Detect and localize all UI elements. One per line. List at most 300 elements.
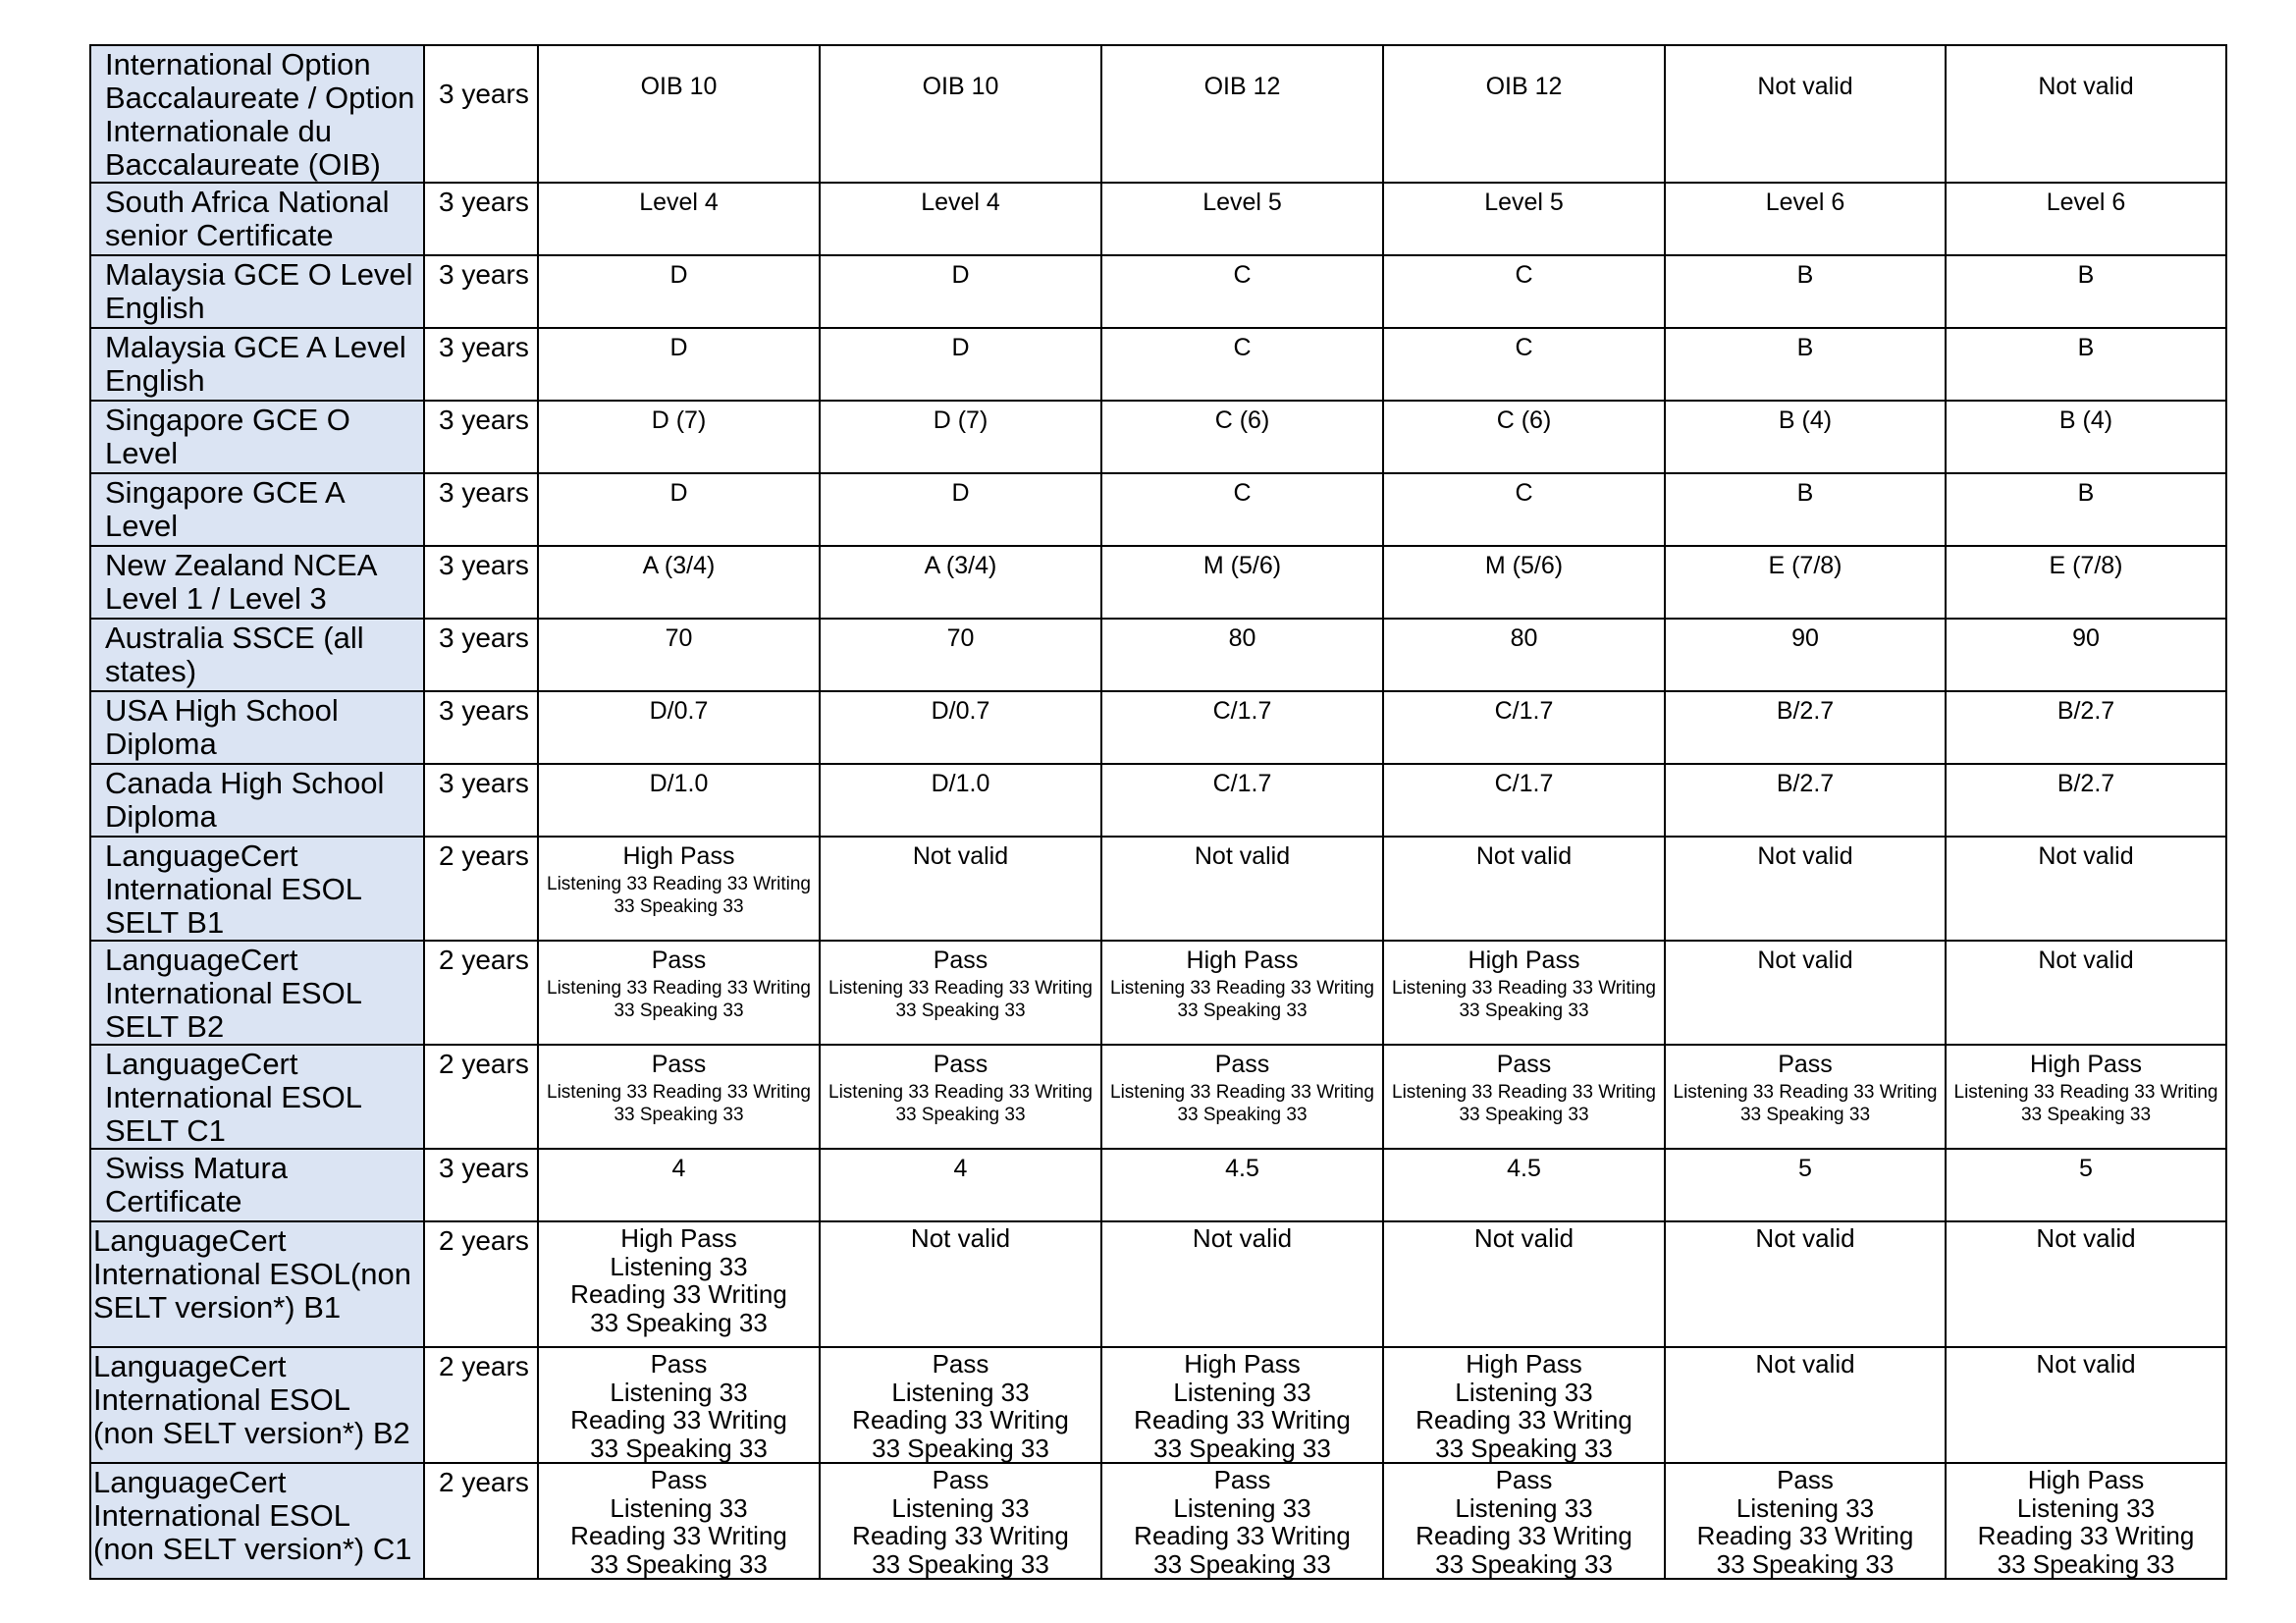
grade-result: C (1515, 261, 1533, 289)
grade-cell (1383, 473, 1665, 546)
grade-result: Pass (933, 1051, 988, 1078)
grade-result: Pass (1496, 1051, 1552, 1078)
grade-score-line: 33 Speaking 33 (1153, 1548, 1331, 1579)
grade-cell (1383, 1149, 1665, 1221)
grade-result: 5 (1798, 1155, 1812, 1182)
grade-result: 70 (665, 624, 693, 652)
grade-result: Level 4 (921, 189, 1000, 216)
grade-cell (1946, 45, 2226, 183)
grade-cell (820, 1221, 1101, 1347)
grade-cell (1946, 328, 2226, 401)
table-row (90, 473, 2226, 546)
qualification-cell: LanguageCert International ESOL (non SELT version*) C1 (90, 1463, 424, 1579)
grade-score-line: Listening 33 (1455, 1492, 1593, 1523)
grade-score-line: Reading 33 Writing (570, 1521, 787, 1550)
grade-score-line: 33 Speaking 33 (590, 1433, 768, 1463)
grade-result: OIB 12 (1485, 73, 1563, 100)
qualification-cell: LanguageCert International ESOL(non SELT version*) B1 (90, 1221, 424, 1347)
grade-cell (820, 1347, 1101, 1463)
grade-cell (1101, 1347, 1383, 1463)
grade-cell (1946, 1045, 2226, 1149)
grade-result: Not valid (912, 842, 1009, 870)
grade-result: 90 (1791, 624, 1819, 652)
grade-subscores: Listening 33 Reading 33 Writing 33 Speaking 33 (547, 978, 811, 1021)
grade-result: D/0.7 (649, 697, 709, 725)
grade-cell (538, 1149, 820, 1221)
grade-score-line: Reading 33 Writing (1415, 1405, 1632, 1434)
grade-result: Level 6 (1765, 189, 1845, 216)
grade-cell (538, 837, 820, 941)
grade-cell (820, 328, 1101, 401)
validity-years-cell: 2 years (424, 1463, 538, 1579)
grade-cell (1946, 255, 2226, 328)
grade-cell (1665, 764, 1946, 837)
grade-result: OIB 10 (640, 73, 718, 100)
grade-subscores: Listening 33 Reading 33 Writing 33 Speaking 33 (828, 978, 1093, 1021)
grade-result: C/1.7 (1494, 770, 1554, 797)
validity-years-cell: 2 years (424, 941, 538, 1045)
grade-score-line: Reading 33 Writing (1134, 1405, 1351, 1434)
grade-result: Pass (1214, 1051, 1270, 1078)
grade-result: Pass (932, 1465, 989, 1494)
grade-cell (1101, 941, 1383, 1045)
grade-result: 90 (2072, 624, 2100, 652)
grade-subscores: Listening 33 Reading 33 Writing 33 Speaking 33 (1110, 1082, 1374, 1125)
grade-result: OIB 10 (922, 73, 999, 100)
grade-result: Not valid (1757, 842, 1853, 870)
grade-cell (820, 546, 1101, 619)
grade-cell (538, 1463, 820, 1579)
validity-years-cell: 3 years (424, 764, 538, 837)
grade-cell (1665, 401, 1946, 473)
grade-cell (1946, 764, 2226, 837)
grade-result: D (669, 261, 688, 289)
grade-cell (1946, 1149, 2226, 1221)
grade-cell (538, 328, 820, 401)
grade-result: C/1.7 (1212, 697, 1272, 725)
grade-cell (1101, 328, 1383, 401)
grade-cell (538, 1045, 820, 1149)
table-row (90, 941, 2226, 1045)
grade-score-line: Listening 33 (1173, 1377, 1311, 1407)
grade-result: High Pass (1186, 947, 1299, 974)
grade-result: D/0.7 (931, 697, 990, 725)
grade-cell (1946, 1221, 2226, 1347)
qualification-cell: International Option Baccalaureate / Option Internationale du Baccalaureate (OIB) (90, 45, 424, 183)
qualification-cell: Singapore GCE A Level (90, 473, 424, 546)
grade-cell (820, 1463, 1101, 1579)
grade-result: Pass (933, 947, 988, 974)
grade-score-line: Listening 33 (610, 1492, 748, 1523)
grade-score-line: Listening 33 (891, 1377, 1030, 1407)
grade-cell (1383, 941, 1665, 1045)
table-row (90, 183, 2226, 255)
qualification-cell: LanguageCert International ESOL SELT C1 (90, 1045, 424, 1149)
grade-result: D/1.0 (931, 770, 990, 797)
grade-cell (820, 764, 1101, 837)
qualification-cell: Singapore GCE O Level (90, 401, 424, 473)
qualification-cell: LanguageCert International ESOL SELT B2 (90, 941, 424, 1045)
table-row (90, 546, 2226, 619)
grade-cell (1946, 546, 2226, 619)
grade-cell (820, 255, 1101, 328)
grade-cell (1383, 691, 1665, 764)
grade-result: C (1233, 479, 1252, 507)
grade-result: B (2077, 479, 2095, 507)
grade-score-line: 33 Speaking 33 (1716, 1548, 1895, 1579)
grade-cell (820, 45, 1101, 183)
grade-result: Pass (650, 1465, 708, 1494)
grade-score-line: Listening 33 (2016, 1492, 2156, 1523)
validity-years-cell: 3 years (424, 183, 538, 255)
grade-result: Pass (1495, 1465, 1553, 1494)
grade-cell (1383, 1045, 1665, 1149)
grade-result: Not valid (910, 1223, 1011, 1253)
grade-subscores: Listening 33 Reading 33 Writing 33 Speaking 33 (1673, 1082, 1938, 1125)
grade-cell (1383, 1463, 1665, 1579)
grade-result: E (7/8) (1768, 552, 1842, 579)
grade-cell (1101, 1149, 1383, 1221)
grade-cell (1383, 255, 1665, 328)
grade-cell (538, 941, 820, 1045)
grade-score-line: 33 Speaking 33 (590, 1307, 768, 1337)
grade-result: B (2077, 261, 2095, 289)
grade-subscores: Listening 33 Reading 33 Writing 33 Speaking 33 (1392, 1082, 1656, 1125)
grade-score-line: Reading 33 Writing (1977, 1521, 2195, 1550)
grade-result: E (7/8) (2049, 552, 2123, 579)
grade-result: Not valid (2038, 73, 2134, 100)
grade-result: D/1.0 (649, 770, 709, 797)
grade-cell (1665, 941, 1946, 1045)
grade-cell (1383, 546, 1665, 619)
grade-result: Pass (651, 947, 707, 974)
grade-result: B (1796, 261, 1814, 289)
grade-score-line: Reading 33 Writing (570, 1279, 787, 1309)
grade-result: B/2.7 (2056, 770, 2115, 797)
grade-cell (1665, 1221, 1946, 1347)
grade-cell (1665, 546, 1946, 619)
grade-cell (1665, 619, 1946, 691)
grade-cell (1101, 691, 1383, 764)
grade-cell (538, 255, 820, 328)
grade-result: High Pass (622, 842, 735, 870)
grade-cell (1383, 183, 1665, 255)
grade-result: High Pass (1468, 947, 1580, 974)
grade-result: Pass (1778, 1051, 1833, 1078)
grade-cell (1101, 255, 1383, 328)
grade-result: High Pass (1466, 1349, 1582, 1379)
grade-result: Pass (1777, 1465, 1834, 1494)
grade-subscores: Listening 33 Reading 33 Writing 33 Speaking 33 (1110, 978, 1374, 1021)
grade-cell (1101, 1045, 1383, 1149)
grade-cell (820, 183, 1101, 255)
grade-cell (1665, 1045, 1946, 1149)
grade-score-line: Reading 33 Writing (1696, 1521, 1914, 1550)
grade-result: Not valid (1192, 1223, 1293, 1253)
grade-result: Not valid (2036, 1349, 2136, 1379)
grade-result: Not valid (2038, 842, 2134, 870)
grade-result: Level 6 (2046, 189, 2126, 216)
validity-years-cell: 2 years (424, 1045, 538, 1149)
grade-result: C (1233, 261, 1252, 289)
grade-subscores: Listening 33 Reading 33 Writing 33 Speaking 33 (1392, 978, 1656, 1021)
grade-score-line: Reading 33 Writing (570, 1405, 787, 1434)
table-row (90, 1463, 2226, 1579)
grade-result: C/1.7 (1212, 770, 1272, 797)
grade-result: Not valid (1757, 73, 1853, 100)
grade-cell (1665, 1463, 1946, 1579)
grade-cell (1383, 401, 1665, 473)
grade-cell (1665, 837, 1946, 941)
grade-score-line: Listening 33 (1735, 1492, 1875, 1523)
grade-result: D (7) (933, 406, 988, 434)
validity-years-cell: 3 years (424, 255, 538, 328)
grade-result: M (5/6) (1484, 552, 1564, 579)
grade-result: A (3/4) (924, 552, 997, 579)
grade-score-line: Listening 33 (1455, 1377, 1593, 1407)
grade-score-line: 33 Speaking 33 (1153, 1433, 1331, 1463)
validity-years-cell: 2 years (424, 837, 538, 941)
qualification-cell: LanguageCert International ESOL (non SELT version*) B2 (90, 1347, 424, 1463)
equivalency-table (89, 44, 2227, 1580)
grade-result: D (951, 261, 970, 289)
grade-subscores: Listening 33 Reading 33 Writing 33 Speaking 33 (547, 1082, 811, 1125)
grade-result: C (1233, 334, 1252, 361)
grade-subscores: Listening 33 Reading 33 Writing 33 Speaking 33 (828, 1082, 1093, 1125)
qualification-cell: Canada High School Diploma (90, 764, 424, 837)
grade-score-line: Reading 33 Writing (1134, 1521, 1351, 1550)
qualification-cell: Australia SSCE (all states) (90, 619, 424, 691)
grade-cell (1665, 45, 1946, 183)
table-row (90, 837, 2226, 941)
grade-cell (1946, 1347, 2226, 1463)
grade-result: OIB 12 (1203, 73, 1281, 100)
grade-cell (1101, 764, 1383, 837)
grade-result: Not valid (1757, 947, 1853, 974)
grade-result: Pass (1213, 1465, 1271, 1494)
validity-years-cell: 3 years (424, 546, 538, 619)
grade-result: B (1796, 479, 1814, 507)
grade-score-line: Listening 33 (610, 1377, 748, 1407)
grade-cell (538, 183, 820, 255)
grade-subscores: Listening 33 Reading 33 Writing 33 Speaking 33 (1953, 1082, 2218, 1125)
validity-years-cell: 3 years (424, 45, 538, 183)
grade-result: C (6) (1214, 406, 1270, 434)
grade-result: D (951, 479, 970, 507)
grade-cell (538, 45, 820, 183)
validity-years-cell: 3 years (424, 328, 538, 401)
grade-cell (820, 691, 1101, 764)
grade-cell (820, 1045, 1101, 1149)
grade-score-line: Listening 33 (610, 1251, 748, 1281)
grade-result: Not valid (1473, 1223, 1575, 1253)
grade-result: D (951, 334, 970, 361)
grade-result: C (1515, 334, 1533, 361)
grade-cell (538, 546, 820, 619)
grade-cell (538, 691, 820, 764)
grade-cell (1383, 1221, 1665, 1347)
grade-result: Not valid (2038, 947, 2134, 974)
grade-cell (1383, 328, 1665, 401)
grade-cell (1101, 183, 1383, 255)
grade-result: Level 4 (639, 189, 719, 216)
grade-cell (538, 473, 820, 546)
grade-result: Not valid (2036, 1223, 2136, 1253)
grade-result: B/2.7 (2056, 697, 2115, 725)
validity-years-cell: 3 years (424, 401, 538, 473)
grade-result: 4.5 (1507, 1155, 1541, 1182)
table-row (90, 619, 2226, 691)
grade-cell (1665, 328, 1946, 401)
grade-result: Level 5 (1484, 189, 1564, 216)
grade-result: D (7) (651, 406, 707, 434)
table-row (90, 1347, 2226, 1463)
table-row (90, 1045, 2226, 1149)
grade-cell (1665, 183, 1946, 255)
grade-result: A (3/4) (642, 552, 716, 579)
grade-cell (1946, 691, 2226, 764)
qualification-cell: LanguageCert International ESOL SELT B1 (90, 837, 424, 941)
validity-years-cell: 2 years (424, 1221, 538, 1347)
grade-result: High Pass (2030, 1051, 2142, 1078)
grade-cell (538, 401, 820, 473)
table-row (90, 328, 2226, 401)
grade-cell (1101, 401, 1383, 473)
validity-years-cell: 3 years (424, 1149, 538, 1221)
grade-result: High Pass (2027, 1465, 2145, 1494)
grade-score-line: 33 Speaking 33 (1997, 1548, 2175, 1579)
table-row (90, 255, 2226, 328)
validity-years-cell: 3 years (424, 619, 538, 691)
grade-cell (820, 401, 1101, 473)
grade-result: 4 (953, 1155, 968, 1182)
grade-cell (1383, 45, 1665, 183)
grade-cell (820, 1149, 1101, 1221)
table-row (90, 401, 2226, 473)
grade-cell (538, 619, 820, 691)
grade-cell (1665, 1347, 1946, 1463)
grade-cell (1101, 546, 1383, 619)
grade-cell (1946, 473, 2226, 546)
grade-result: M (5/6) (1202, 552, 1282, 579)
grade-score-line: Listening 33 (1173, 1492, 1311, 1523)
grade-cell (820, 473, 1101, 546)
grade-score-line: 33 Speaking 33 (1435, 1548, 1613, 1579)
grade-result: Not valid (1194, 842, 1291, 870)
table-row (90, 1221, 2226, 1347)
grade-cell (1946, 183, 2226, 255)
grade-result: B (4) (1778, 406, 1833, 434)
grade-result: 4 (671, 1155, 686, 1182)
validity-years-cell: 3 years (424, 473, 538, 546)
grade-score-line: Reading 33 Writing (852, 1521, 1069, 1550)
table-row (90, 45, 2226, 183)
qualification-cell: New Zealand NCEA Level 1 / Level 3 (90, 546, 424, 619)
grade-cell (1946, 941, 2226, 1045)
grade-cell (1383, 764, 1665, 837)
grade-cell (1101, 837, 1383, 941)
grade-result: 5 (2079, 1155, 2093, 1182)
grade-result: Pass (651, 1051, 707, 1078)
grade-cell (1383, 1347, 1665, 1463)
validity-years-cell: 2 years (424, 1347, 538, 1463)
table-row (90, 1149, 2226, 1221)
grade-cell (1665, 1149, 1946, 1221)
table-row (90, 764, 2226, 837)
grade-result: C (6) (1496, 406, 1552, 434)
grade-cell (1665, 691, 1946, 764)
validity-years-cell: 3 years (424, 691, 538, 764)
qualification-cell: Malaysia GCE O Level English (90, 255, 424, 328)
grade-result: 80 (1228, 624, 1256, 652)
grade-result: Not valid (1755, 1349, 1855, 1379)
grade-result: 4.5 (1225, 1155, 1259, 1182)
grade-result: B (1796, 334, 1814, 361)
grade-result: C (1515, 479, 1533, 507)
grade-cell (1946, 401, 2226, 473)
grade-result: High Pass (1184, 1349, 1301, 1379)
qualification-cell: USA High School Diploma (90, 691, 424, 764)
grade-result: Pass (932, 1349, 989, 1379)
grade-result: 80 (1510, 624, 1538, 652)
grade-cell (820, 619, 1101, 691)
grade-result: 70 (946, 624, 975, 652)
table-body (90, 45, 2226, 1579)
grade-score-line: 33 Speaking 33 (872, 1433, 1049, 1463)
grade-result: Not valid (1755, 1223, 1855, 1253)
grade-score-line: 33 Speaking 33 (872, 1548, 1049, 1579)
grade-result: B (2077, 334, 2095, 361)
table-row (90, 691, 2226, 764)
grade-cell (538, 764, 820, 837)
grade-cell (1946, 1463, 2226, 1579)
grade-cell (820, 837, 1101, 941)
grade-cell (538, 1347, 820, 1463)
grade-cell (1665, 473, 1946, 546)
grade-cell (1665, 255, 1946, 328)
grade-cell (820, 941, 1101, 1045)
grade-cell (1101, 1463, 1383, 1579)
grade-result: D (669, 334, 688, 361)
grade-score-line: Reading 33 Writing (1415, 1521, 1632, 1550)
qualification-cell: Swiss Matura Certificate (90, 1149, 424, 1221)
qualification-cell: Malaysia GCE A Level English (90, 328, 424, 401)
grade-subscores: Listening 33 Reading 33 Writing 33 Speaking 33 (547, 874, 811, 917)
grade-cell (1946, 619, 2226, 691)
grade-result: D (669, 479, 688, 507)
grade-cell (1383, 619, 1665, 691)
grade-cell (1946, 837, 2226, 941)
grade-result: Not valid (1475, 842, 1573, 870)
grade-score-line: 33 Speaking 33 (590, 1548, 768, 1579)
grade-score-line: 33 Speaking 33 (1435, 1433, 1613, 1463)
grade-result: B (4) (2058, 406, 2113, 434)
grade-cell (1101, 45, 1383, 183)
grade-cell (1101, 473, 1383, 546)
grade-cell (538, 1221, 820, 1347)
grade-cell (1101, 1221, 1383, 1347)
grade-result: High Pass (620, 1223, 737, 1253)
qualification-cell: South Africa National senior Certificate (90, 183, 424, 255)
grade-result: B/2.7 (1776, 697, 1835, 725)
grade-result: C/1.7 (1494, 697, 1554, 725)
grade-score-line: Reading 33 Writing (852, 1405, 1069, 1434)
grade-score-line: Listening 33 (891, 1492, 1030, 1523)
grade-cell (1101, 619, 1383, 691)
grade-cell (1383, 837, 1665, 941)
grade-result: B/2.7 (1776, 770, 1835, 797)
grade-result: Pass (650, 1349, 708, 1379)
